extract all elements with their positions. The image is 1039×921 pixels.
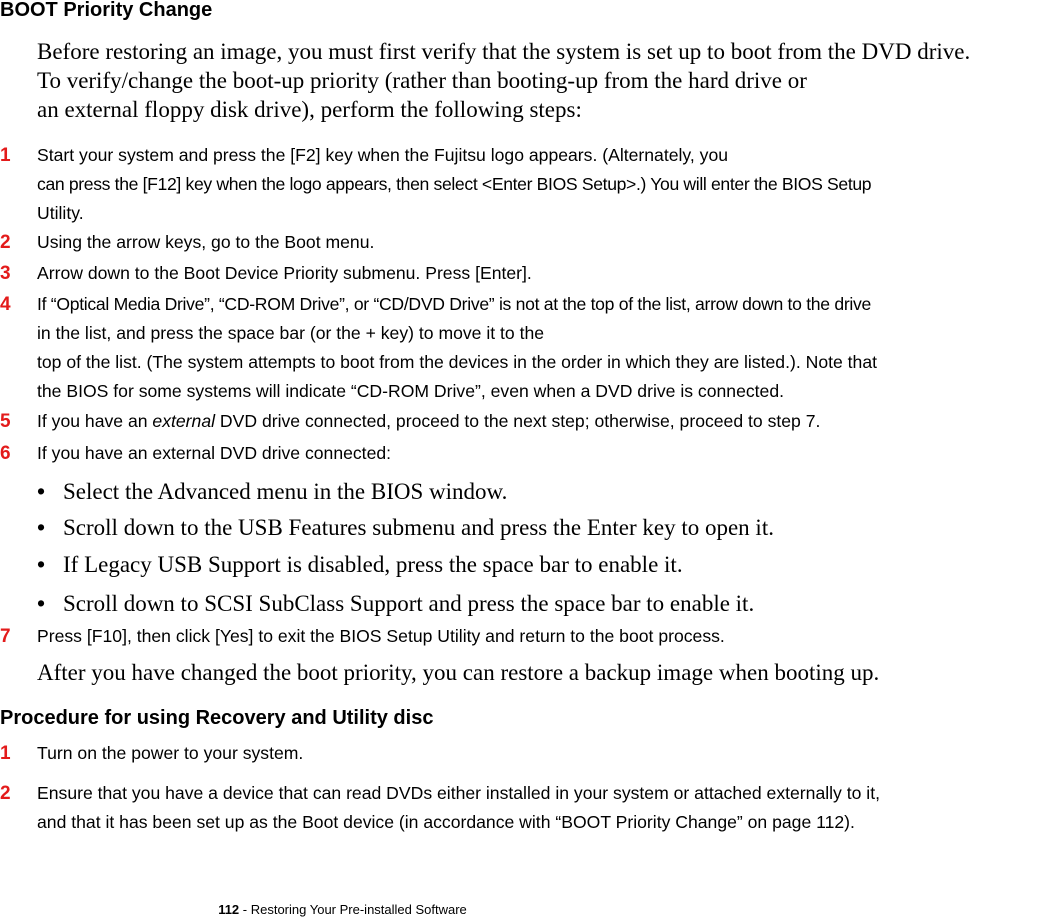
step-line: Turn on the power to your system. <box>37 743 304 763</box>
step-line: and that it has been set up as the Boot device (in accordance with “BOOT Priority Change” on page 112). <box>37 812 855 832</box>
footer-title: - Restoring Your Pre-installed Software <box>239 902 467 917</box>
step-text-part: If you have an <box>37 411 153 431</box>
step-number: 1 <box>0 743 11 764</box>
section-heading-boot-priority: BOOT Priority Change <box>0 0 213 21</box>
procedure-step-1 <box>0 739 1039 768</box>
step-line: in the list, and press the space bar (or the + key) to move it to the <box>37 323 545 343</box>
intro-line: an external floppy disk drive), perform the following steps: <box>37 97 582 122</box>
step-line: Utility. <box>37 203 84 223</box>
step-number: 6 <box>0 443 11 464</box>
bullet-text: If Legacy USB Support is disabled, press the space bar to enable it. <box>63 552 683 577</box>
intro-line: To verify/change the boot-up priority (rather than booting-up from the hard drive or <box>37 68 807 93</box>
bullet-icon: • <box>37 551 46 577</box>
step-text <box>37 622 1039 651</box>
step-number: 1 <box>0 145 11 166</box>
closing-paragraph: After you have changed the boot priority, you can restore a backup image when booting up. <box>37 660 880 685</box>
step-number: 3 <box>0 263 11 284</box>
step-5 <box>0 407 1039 436</box>
intro-line: Before restoring an image, you must first verify that the system is set up to boot from the DVD drive. <box>37 39 971 64</box>
bullet-text: Select the Advanced menu in the BIOS window. <box>63 479 508 504</box>
step-7 <box>0 622 1039 651</box>
section-heading-recovery-procedure: Procedure for using Recovery and Utility disc <box>0 707 434 729</box>
step-number: 7 <box>0 626 11 647</box>
step-text <box>37 779 1039 837</box>
page-footer <box>0 902 685 917</box>
step-text <box>37 439 1039 468</box>
step-4 <box>0 290 1039 406</box>
intro-paragraph <box>37 37 970 124</box>
step-text <box>37 407 1039 436</box>
step-text <box>37 259 1039 288</box>
step-text <box>37 141 1039 228</box>
step-6 <box>0 439 1039 468</box>
step-line: Start your system and press the [F2] key when the Fujitsu logo appears. (Alternately, you <box>37 145 729 165</box>
step-number: 4 <box>0 294 11 315</box>
bullet-item <box>37 513 774 542</box>
step-text <box>37 739 1039 768</box>
step-text-emphasis: external <box>152 411 216 431</box>
page-number: 112 <box>218 902 240 917</box>
bullet-icon: • <box>37 478 46 504</box>
step-line: Ensure that you have a device that can read DVDs either installed in your system or attached externally to it, <box>37 783 880 803</box>
step-1 <box>0 141 1039 228</box>
bullet-text: Scroll down to SCSI SubClass Support and press the space bar to enable it. <box>63 591 755 616</box>
bullet-icon: • <box>37 514 46 540</box>
bullet-text: Scroll down to the USB Features submenu and press the Enter key to open it. <box>63 515 774 540</box>
step-text <box>37 228 1039 257</box>
bullet-icon: • <box>37 590 46 616</box>
bullet-item <box>37 550 683 579</box>
step-3 <box>0 259 1039 288</box>
step-line: Arrow down to the Boot Device Priority submenu. Press [Enter]. <box>37 263 532 283</box>
step-line: Using the arrow keys, go to the Boot menu. <box>37 232 375 252</box>
step-line: can press the [F12] key when the logo appears, then select <Enter BIOS Setup>.) You will enter the BIOS Setup <box>37 174 872 194</box>
bullet-item <box>37 477 507 506</box>
step-line: If you have an external DVD drive connected: <box>37 443 392 463</box>
step-number: 2 <box>0 783 11 804</box>
bullet-item <box>37 589 754 618</box>
step-text-part: DVD drive connected, proceed to the next step; otherwise, proceed to step 7. <box>215 411 821 431</box>
step-line: the BIOS for some systems will indicate “CD-ROM Drive”, even when a DVD drive is connected. <box>37 381 785 401</box>
step-2 <box>0 228 1039 257</box>
step-line: top of the list. (The system attempts to boot from the devices in the order in which they are listed.). Note that <box>37 352 878 372</box>
step-line: If “Optical Media Drive”, “CD-ROM Drive”, or “CD/DVD Drive” is not at the top of the list, arrow down to the drive <box>37 294 871 314</box>
step-line: Press [F10], then click [Yes] to exit the BIOS Setup Utility and return to the boot process. <box>37 626 725 646</box>
step-number: 2 <box>0 232 11 253</box>
procedure-step-2 <box>0 779 1039 837</box>
step-text <box>37 290 1039 406</box>
step-number: 5 <box>0 411 11 432</box>
